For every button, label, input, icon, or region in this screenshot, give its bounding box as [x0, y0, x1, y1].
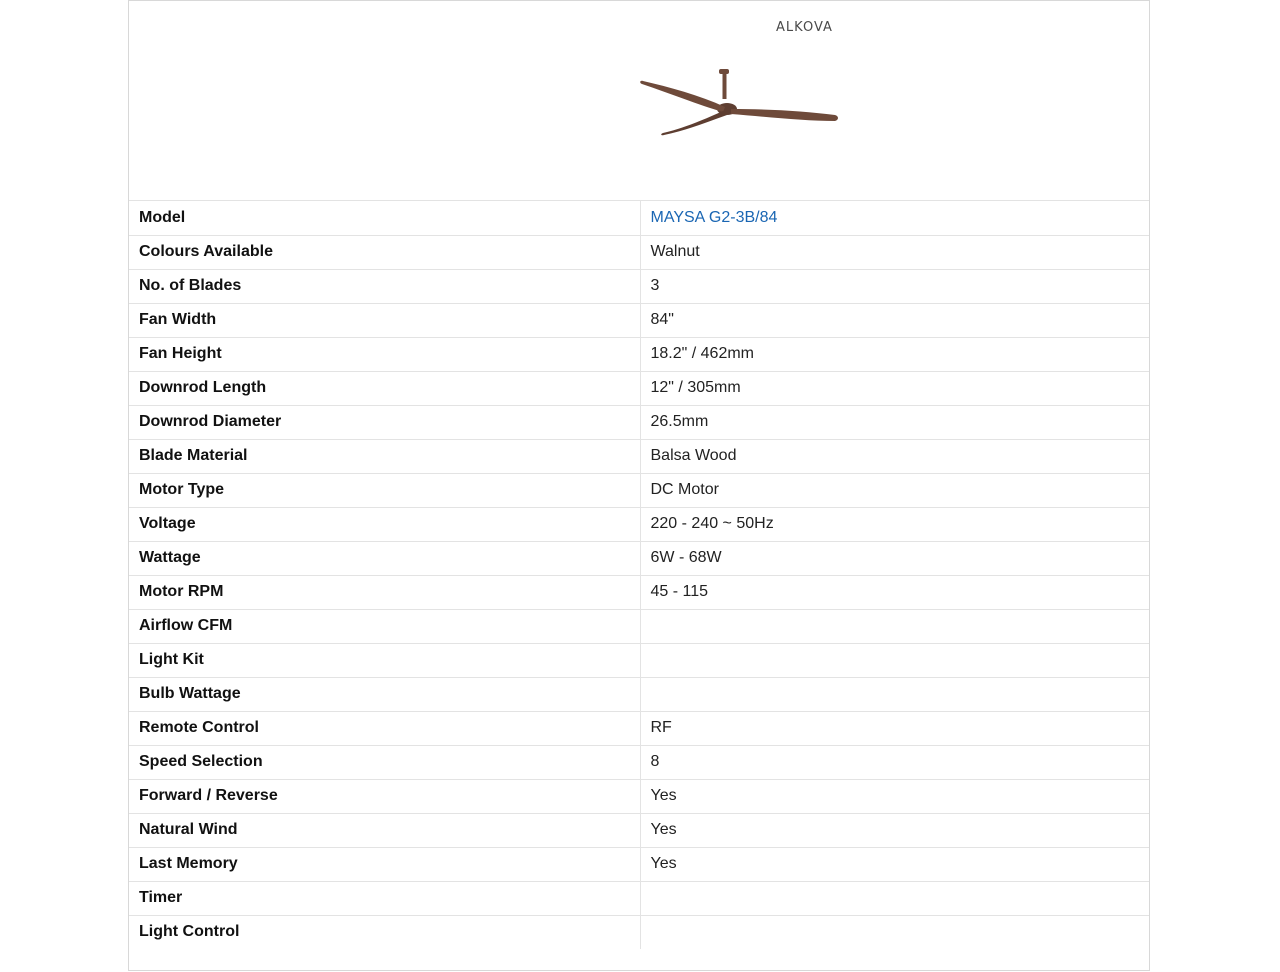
spec-label: Motor Type: [129, 473, 640, 507]
spec-value: 84": [640, 303, 1149, 337]
spec-label: Forward / Reverse: [129, 779, 640, 813]
table-row: [129, 677, 1149, 711]
spec-label: Wattage: [129, 541, 640, 575]
ceiling-fan-image: [639, 65, 841, 137]
spec-value: [640, 201, 1149, 235]
spec-value: Balsa Wood: [640, 439, 1149, 473]
table-row: [129, 473, 1149, 507]
table-row: [129, 575, 1149, 609]
spec-value: 12" / 305mm: [640, 371, 1149, 405]
table-row: [129, 609, 1149, 643]
spec-label: Timer: [129, 881, 640, 915]
product-spec-card: [128, 0, 1150, 971]
spec-value: [640, 643, 1149, 677]
spec-label: Downrod Diameter: [129, 405, 640, 439]
spec-value: 45 - 115: [640, 575, 1149, 609]
spec-label: Voltage: [129, 507, 640, 541]
table-row: [129, 711, 1149, 745]
table-row: [129, 915, 1149, 949]
spec-value: [640, 915, 1149, 949]
table-row: [129, 745, 1149, 779]
table-row: [129, 303, 1149, 337]
spec-label: Light Kit: [129, 643, 640, 677]
spec-value: [640, 609, 1149, 643]
spec-value: 18.2" / 462mm: [640, 337, 1149, 371]
table-row: [129, 847, 1149, 881]
spec-label: Natural Wind: [129, 813, 640, 847]
spec-label: Colours Available: [129, 235, 640, 269]
spec-label: No. of Blades: [129, 269, 640, 303]
table-row: [129, 643, 1149, 677]
spec-label: Blade Material: [129, 439, 640, 473]
specification-table: [129, 201, 1149, 949]
spec-label: Remote Control: [129, 711, 640, 745]
model-link[interactable]: MAYSA G2-3B/84: [650, 208, 778, 226]
spec-label: Fan Height: [129, 337, 640, 371]
spec-label: Light Control: [129, 915, 640, 949]
spec-value: Yes: [640, 813, 1149, 847]
spec-value: [640, 677, 1149, 711]
table-row: [129, 337, 1149, 371]
table-row: [129, 405, 1149, 439]
spec-value: 220 - 240 ~ 50Hz: [640, 507, 1149, 541]
table-row: [129, 201, 1149, 235]
spec-label: Bulb Wattage: [129, 677, 640, 711]
spec-value: DC Motor: [640, 473, 1149, 507]
table-row: [129, 371, 1149, 405]
spec-value: 3: [640, 269, 1149, 303]
table-row: [129, 779, 1149, 813]
spec-value: [640, 881, 1149, 915]
spec-value: 8: [640, 745, 1149, 779]
spec-value: Yes: [640, 779, 1149, 813]
spec-label: Fan Width: [129, 303, 640, 337]
spec-label: Model: [129, 201, 640, 235]
table-row: [129, 881, 1149, 915]
spec-label: Speed Selection: [129, 745, 640, 779]
table-row: [129, 507, 1149, 541]
spec-label: Motor RPM: [129, 575, 640, 609]
spec-value: Walnut: [640, 235, 1149, 269]
table-row: [129, 235, 1149, 269]
brand-logo: ALKOVA: [776, 20, 833, 35]
spec-value: RF: [640, 711, 1149, 745]
table-row: [129, 439, 1149, 473]
table-row: [129, 541, 1149, 575]
spec-value: 6W - 68W: [640, 541, 1149, 575]
product-hero: [129, 1, 1149, 201]
spec-label: Airflow CFM: [129, 609, 640, 643]
spec-value: Yes: [640, 847, 1149, 881]
table-row: [129, 813, 1149, 847]
spec-label: Downrod Length: [129, 371, 640, 405]
spec-value: 26.5mm: [640, 405, 1149, 439]
table-row: [129, 269, 1149, 303]
spec-label: Last Memory: [129, 847, 640, 881]
